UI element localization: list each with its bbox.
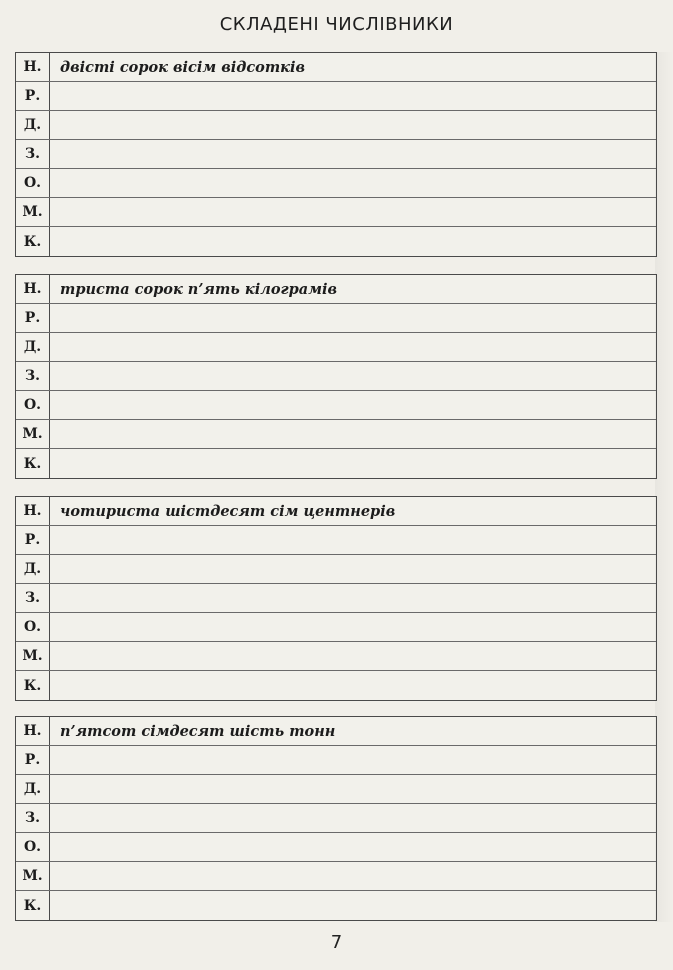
answer-field-vocative[interactable] bbox=[50, 227, 656, 256]
answer-field-dative[interactable] bbox=[50, 111, 656, 139]
answer-field-locative[interactable] bbox=[50, 862, 656, 890]
answer-field-nominative[interactable]: триста сорок п’ять кілограмів bbox=[60, 280, 338, 298]
case-label: К. bbox=[16, 671, 50, 700]
table-row bbox=[16, 53, 656, 82]
case-label: Д. bbox=[16, 555, 50, 583]
table-row bbox=[16, 449, 656, 478]
answer-field-nominative[interactable]: п’ятсот сімдесят шість тонн bbox=[60, 722, 336, 740]
answer-field-accusative[interactable] bbox=[50, 140, 656, 168]
page-title: СКЛАДЕНІ ЧИСЛІВНИКИ bbox=[219, 14, 454, 35]
answer-field-locative[interactable] bbox=[50, 420, 656, 448]
answer-field-accusative[interactable] bbox=[50, 804, 656, 832]
table-row bbox=[16, 497, 656, 526]
answer-field-genitive[interactable] bbox=[50, 746, 656, 774]
table-row bbox=[16, 304, 656, 333]
page-number: 7 bbox=[330, 932, 343, 953]
table-row bbox=[16, 275, 656, 304]
table-row bbox=[16, 227, 656, 256]
answer-field-instrumental[interactable] bbox=[50, 391, 656, 419]
case-label: Р. bbox=[16, 82, 50, 110]
answer-field-genitive[interactable] bbox=[50, 82, 656, 110]
case-label: М. bbox=[16, 642, 50, 670]
answer-field-dative[interactable] bbox=[50, 775, 656, 803]
case-label: Н. bbox=[16, 497, 50, 525]
declension-table-3 bbox=[15, 496, 657, 701]
answer-field-locative[interactable] bbox=[50, 198, 656, 226]
case-label: М. bbox=[16, 198, 50, 226]
case-label: О. bbox=[16, 391, 50, 419]
answer-field-vocative[interactable] bbox=[50, 449, 656, 478]
table-row bbox=[16, 642, 656, 671]
table-row bbox=[16, 526, 656, 555]
table-row bbox=[16, 169, 656, 198]
case-label: Д. bbox=[16, 333, 50, 361]
table-row bbox=[16, 362, 656, 391]
case-label: Н. bbox=[16, 275, 50, 303]
answer-field-nominative[interactable]: чотириста шістдесят сім центнерів bbox=[60, 502, 396, 520]
table-row bbox=[16, 333, 656, 362]
case-label: М. bbox=[16, 420, 50, 448]
table-row bbox=[16, 746, 656, 775]
case-label: О. bbox=[16, 613, 50, 641]
declension-table-4 bbox=[15, 716, 657, 921]
case-label: Н. bbox=[16, 717, 50, 745]
answer-field-genitive[interactable] bbox=[50, 526, 656, 554]
table-row bbox=[16, 862, 656, 891]
declension-table-1 bbox=[15, 52, 657, 257]
case-label: О. bbox=[16, 169, 50, 197]
answer-field-locative[interactable] bbox=[50, 642, 656, 670]
case-label: О. bbox=[16, 833, 50, 861]
answer-field-instrumental[interactable] bbox=[50, 833, 656, 861]
table-row bbox=[16, 804, 656, 833]
table-row bbox=[16, 891, 656, 920]
answer-field-nominative[interactable]: двісті сорок вісім відсотків bbox=[60, 58, 306, 76]
answer-field-accusative[interactable] bbox=[50, 584, 656, 612]
declension-table-2 bbox=[15, 274, 657, 479]
case-label: К. bbox=[16, 449, 50, 478]
case-label: З. bbox=[16, 584, 50, 612]
case-label: Р. bbox=[16, 526, 50, 554]
case-label: Р. bbox=[16, 746, 50, 774]
page-edge-shadow bbox=[655, 52, 673, 922]
table-row bbox=[16, 584, 656, 613]
answer-field-dative[interactable] bbox=[50, 555, 656, 583]
table-row bbox=[16, 833, 656, 862]
case-label: М. bbox=[16, 862, 50, 890]
table-row bbox=[16, 140, 656, 169]
case-label: К. bbox=[16, 227, 50, 256]
case-label: Д. bbox=[16, 111, 50, 139]
case-label: З. bbox=[16, 804, 50, 832]
answer-field-vocative[interactable] bbox=[50, 891, 656, 920]
answer-field-genitive[interactable] bbox=[50, 304, 656, 332]
case-label: З. bbox=[16, 362, 50, 390]
case-label: З. bbox=[16, 140, 50, 168]
table-row bbox=[16, 717, 656, 746]
case-label: К. bbox=[16, 891, 50, 920]
table-row bbox=[16, 775, 656, 804]
table-row bbox=[16, 671, 656, 700]
case-label: Н. bbox=[16, 53, 50, 81]
table-row bbox=[16, 82, 656, 111]
answer-field-instrumental[interactable] bbox=[50, 169, 656, 197]
table-row bbox=[16, 391, 656, 420]
answer-field-instrumental[interactable] bbox=[50, 613, 656, 641]
case-label: Р. bbox=[16, 304, 50, 332]
answer-field-dative[interactable] bbox=[50, 333, 656, 361]
table-row bbox=[16, 613, 656, 642]
case-label: Д. bbox=[16, 775, 50, 803]
answer-field-vocative[interactable] bbox=[50, 671, 656, 700]
table-row bbox=[16, 198, 656, 227]
answer-field-accusative[interactable] bbox=[50, 362, 656, 390]
table-row bbox=[16, 111, 656, 140]
table-row bbox=[16, 420, 656, 449]
table-row bbox=[16, 555, 656, 584]
